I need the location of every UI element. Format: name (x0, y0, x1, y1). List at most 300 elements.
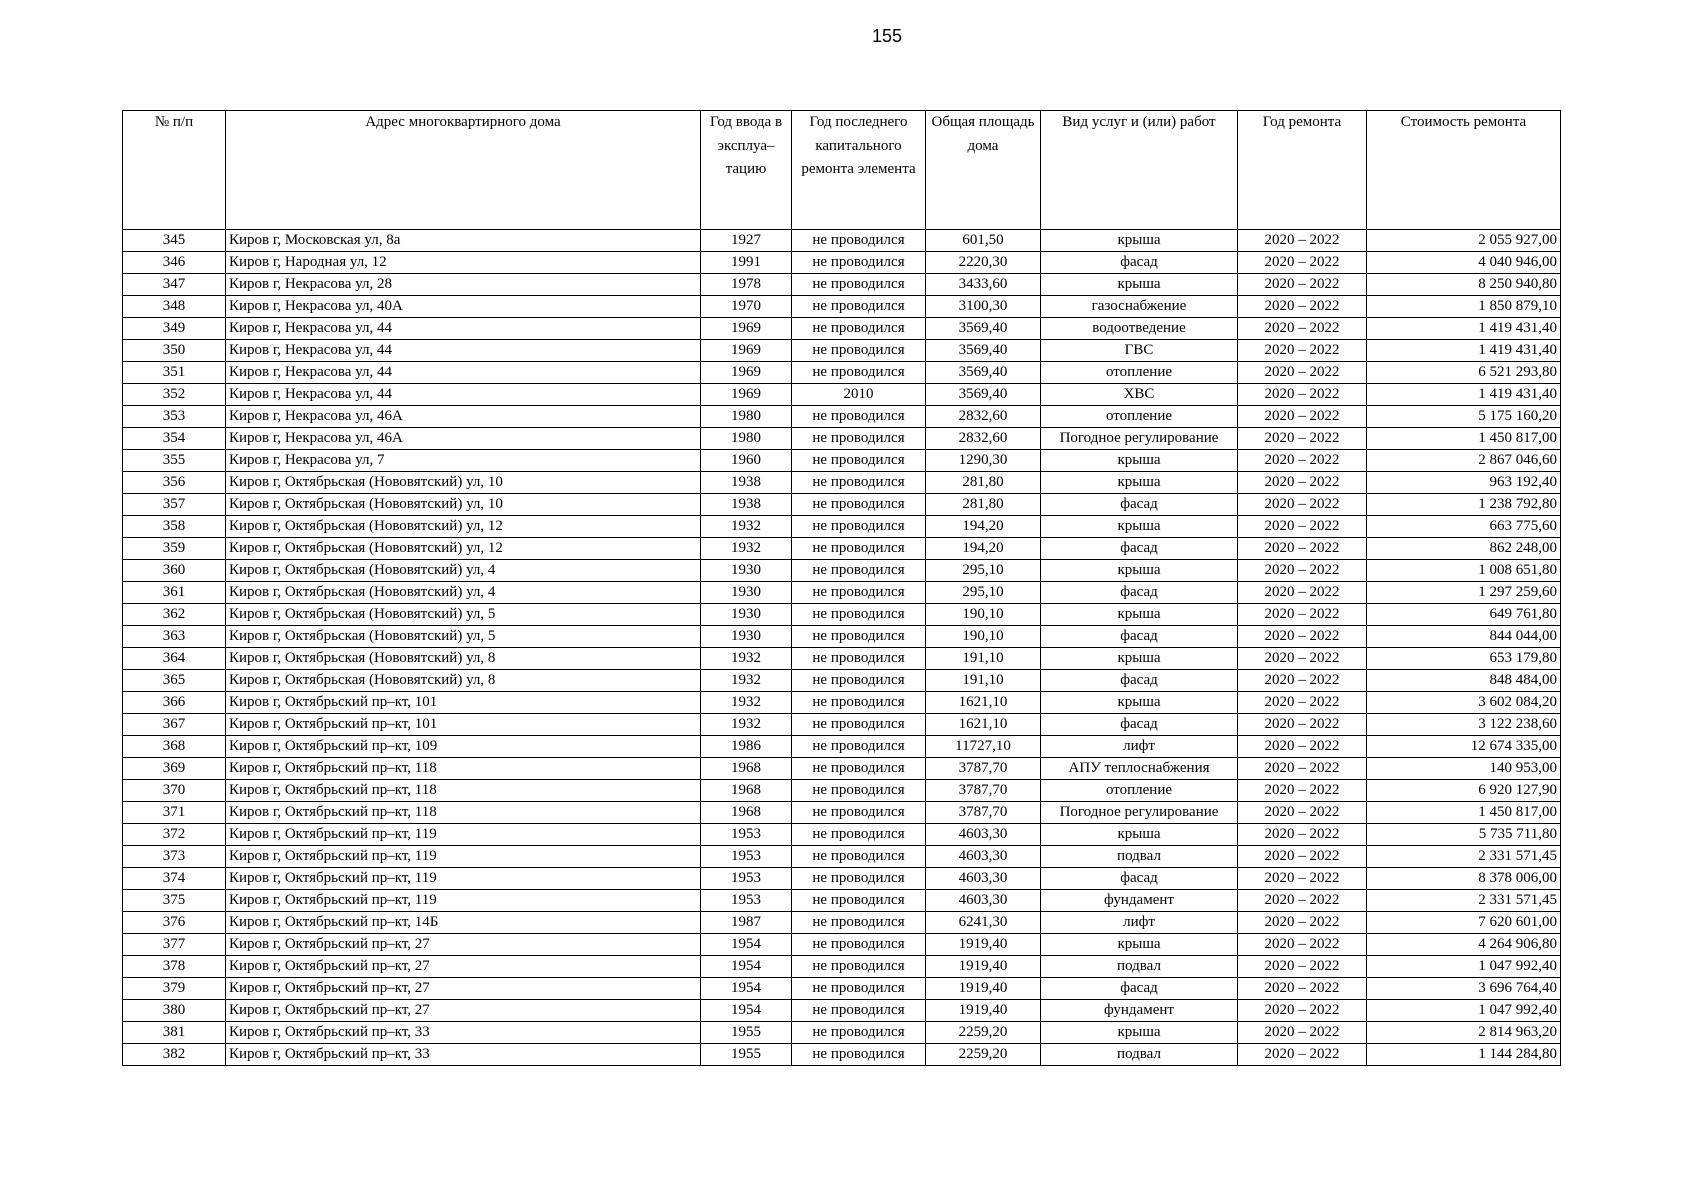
cell-cost: 8 250 940,80 (1367, 274, 1561, 296)
cell-repair-period: 2020 – 2022 (1238, 692, 1367, 714)
cell-area: 3787,70 (926, 780, 1041, 802)
cell-repair-period: 2020 – 2022 (1238, 648, 1367, 670)
cell-area: 1290,30 (926, 450, 1041, 472)
cell-work-type: ГВС (1041, 340, 1238, 362)
cell-num: 377 (123, 934, 226, 956)
cell-address: Киров г, Московская ул, 8а (226, 230, 701, 252)
header-year-built: Год ввода в эксплуа–тацию (701, 111, 792, 230)
table-row (123, 516, 1561, 538)
cell-address: Киров г, Некрасова ул, 46А (226, 428, 701, 450)
table-row (123, 604, 1561, 626)
cell-year-built: 1932 (701, 538, 792, 560)
cell-num: 373 (123, 846, 226, 868)
cell-work-type: фасад (1041, 582, 1238, 604)
cell-year-built: 1969 (701, 362, 792, 384)
cell-num: 368 (123, 736, 226, 758)
table-row (123, 978, 1561, 1000)
cell-area: 3569,40 (926, 340, 1041, 362)
cell-area: 295,10 (926, 582, 1041, 604)
table-row (123, 824, 1561, 846)
cell-address: Киров г, Октябрьская (Нововятский) ул, 4 (226, 582, 701, 604)
cell-year-built: 1978 (701, 274, 792, 296)
cell-repair-period: 2020 – 2022 (1238, 450, 1367, 472)
header-address: Адрес многоквартирного дома (226, 111, 701, 230)
cell-last-repair: не проводился (792, 648, 926, 670)
cell-repair-period: 2020 – 2022 (1238, 758, 1367, 780)
cell-repair-period: 2020 – 2022 (1238, 406, 1367, 428)
cell-num: 367 (123, 714, 226, 736)
cell-num: 370 (123, 780, 226, 802)
cell-area: 1621,10 (926, 714, 1041, 736)
cell-year-built: 1980 (701, 406, 792, 428)
cell-area: 191,10 (926, 648, 1041, 670)
cell-address: Киров г, Октябрьский пр–кт, 27 (226, 1000, 701, 1022)
cell-repair-period: 2020 – 2022 (1238, 846, 1367, 868)
cell-area: 191,10 (926, 670, 1041, 692)
table-row (123, 736, 1561, 758)
cell-address: Киров г, Октябрьский пр–кт, 27 (226, 978, 701, 1000)
cell-work-type: крыша (1041, 450, 1238, 472)
cell-work-type: газоснабжение (1041, 296, 1238, 318)
cell-cost: 663 775,60 (1367, 516, 1561, 538)
cell-cost: 2 055 927,00 (1367, 230, 1561, 252)
cell-cost: 844 044,00 (1367, 626, 1561, 648)
cell-num: 354 (123, 428, 226, 450)
cell-num: 376 (123, 912, 226, 934)
cell-address: Киров г, Октябрьская (Нововятский) ул, 5 (226, 626, 701, 648)
cell-last-repair: не проводился (792, 516, 926, 538)
cell-last-repair: не проводился (792, 824, 926, 846)
cell-num: 361 (123, 582, 226, 604)
cell-last-repair: не проводился (792, 428, 926, 450)
cell-repair-period: 2020 – 2022 (1238, 252, 1367, 274)
cell-year-built: 1968 (701, 758, 792, 780)
table-row (123, 802, 1561, 824)
cell-address: Киров г, Октябрьская (Нововятский) ул, 12 (226, 538, 701, 560)
cell-address: Киров г, Некрасова ул, 44 (226, 384, 701, 406)
cell-last-repair: не проводился (792, 868, 926, 890)
cell-last-repair: не проводился (792, 538, 926, 560)
cell-num: 360 (123, 560, 226, 582)
cell-num: 350 (123, 340, 226, 362)
cell-repair-period: 2020 – 2022 (1238, 582, 1367, 604)
cell-work-type: крыша (1041, 274, 1238, 296)
table-row (123, 846, 1561, 868)
cell-work-type: отопление (1041, 362, 1238, 384)
cell-repair-period: 2020 – 2022 (1238, 318, 1367, 340)
table-row (123, 780, 1561, 802)
cell-work-type: крыша (1041, 934, 1238, 956)
cell-last-repair: не проводился (792, 736, 926, 758)
cell-cost: 2 331 571,45 (1367, 890, 1561, 912)
cell-cost: 6 920 127,90 (1367, 780, 1561, 802)
cell-area: 3569,40 (926, 384, 1041, 406)
cell-area: 4603,30 (926, 824, 1041, 846)
cell-repair-period: 2020 – 2022 (1238, 736, 1367, 758)
table-row (123, 582, 1561, 604)
cell-area: 4603,30 (926, 868, 1041, 890)
cell-cost: 2 867 046,60 (1367, 450, 1561, 472)
cell-year-built: 1986 (701, 736, 792, 758)
table-row (123, 538, 1561, 560)
table-header-row (123, 111, 1561, 230)
cell-area: 1919,40 (926, 956, 1041, 978)
cell-work-type: крыша (1041, 472, 1238, 494)
cell-cost: 6 521 293,80 (1367, 362, 1561, 384)
cell-cost: 7 620 601,00 (1367, 912, 1561, 934)
cell-repair-period: 2020 – 2022 (1238, 1000, 1367, 1022)
cell-area: 2220,30 (926, 252, 1041, 274)
cell-num: 369 (123, 758, 226, 780)
cell-num: 347 (123, 274, 226, 296)
cell-num: 345 (123, 230, 226, 252)
cell-work-type: фасад (1041, 494, 1238, 516)
header-last-repair: Год последнего капитального ремонта элемента (792, 111, 926, 230)
cell-year-built: 1927 (701, 230, 792, 252)
cell-year-built: 1969 (701, 340, 792, 362)
cell-area: 1919,40 (926, 934, 1041, 956)
cell-address: Киров г, Некрасова ул, 7 (226, 450, 701, 472)
cell-year-built: 1968 (701, 802, 792, 824)
header-work-type: Вид услуг и (или) работ (1041, 111, 1238, 230)
table-row (123, 560, 1561, 582)
cell-area: 295,10 (926, 560, 1041, 582)
cell-repair-period: 2020 – 2022 (1238, 626, 1367, 648)
cell-address: Киров г, Октябрьский пр–кт, 101 (226, 714, 701, 736)
cell-last-repair: не проводился (792, 318, 926, 340)
table-row (123, 670, 1561, 692)
cell-address: Киров г, Октябрьский пр–кт, 109 (226, 736, 701, 758)
cell-last-repair: не проводился (792, 714, 926, 736)
cell-num: 352 (123, 384, 226, 406)
table-row (123, 912, 1561, 934)
cell-repair-period: 2020 – 2022 (1238, 670, 1367, 692)
cell-work-type: подвал (1041, 1044, 1238, 1066)
cell-cost: 653 179,80 (1367, 648, 1561, 670)
cell-year-built: 1954 (701, 978, 792, 1000)
cell-year-built: 1969 (701, 318, 792, 340)
cell-last-repair: не проводился (792, 626, 926, 648)
cell-last-repair: не проводился (792, 692, 926, 714)
cell-repair-period: 2020 – 2022 (1238, 956, 1367, 978)
cell-repair-period: 2020 – 2022 (1238, 340, 1367, 362)
cell-repair-period: 2020 – 2022 (1238, 890, 1367, 912)
repair-registry-table (122, 110, 1561, 1066)
cell-cost: 1 144 284,80 (1367, 1044, 1561, 1066)
cell-cost: 649 761,80 (1367, 604, 1561, 626)
cell-num: 375 (123, 890, 226, 912)
cell-last-repair: не проводился (792, 912, 926, 934)
page-number: 155 (871, 26, 903, 46)
cell-cost: 5 735 711,80 (1367, 824, 1561, 846)
cell-work-type: крыша (1041, 824, 1238, 846)
table-body (123, 230, 1561, 1066)
cell-repair-period: 2020 – 2022 (1238, 1044, 1367, 1066)
cell-last-repair: не проводился (792, 670, 926, 692)
cell-year-built: 1930 (701, 626, 792, 648)
cell-address: Киров г, Октябрьская (Нововятский) ул, 8 (226, 670, 701, 692)
cell-address: Киров г, Некрасова ул, 28 (226, 274, 701, 296)
cell-address: Киров г, Октябрьский пр–кт, 118 (226, 780, 701, 802)
cell-address: Киров г, Октябрьская (Нововятский) ул, 12 (226, 516, 701, 538)
cell-year-built: 1953 (701, 824, 792, 846)
cell-repair-period: 2020 – 2022 (1238, 560, 1367, 582)
cell-work-type: лифт (1041, 736, 1238, 758)
cell-area: 3100,30 (926, 296, 1041, 318)
cell-repair-period: 2020 – 2022 (1238, 978, 1367, 1000)
cell-work-type: водоотведение (1041, 318, 1238, 340)
cell-last-repair: не проводился (792, 956, 926, 978)
cell-year-built: 1991 (701, 252, 792, 274)
cell-work-type: крыша (1041, 604, 1238, 626)
cell-work-type: Погодное регулирование (1041, 428, 1238, 450)
table-row (123, 428, 1561, 450)
cell-work-type: подвал (1041, 846, 1238, 868)
cell-address: Киров г, Октябрьский пр–кт, 119 (226, 868, 701, 890)
cell-num: 359 (123, 538, 226, 560)
cell-address: Киров г, Октябрьская (Нововятский) ул, 8 (226, 648, 701, 670)
cell-area: 190,10 (926, 604, 1041, 626)
cell-cost: 3 122 238,60 (1367, 714, 1561, 736)
cell-address: Киров г, Октябрьский пр–кт, 33 (226, 1022, 701, 1044)
cell-address: Киров г, Народная ул, 12 (226, 252, 701, 274)
cell-last-repair: не проводился (792, 846, 926, 868)
cell-repair-period: 2020 – 2022 (1238, 384, 1367, 406)
cell-last-repair: не проводился (792, 340, 926, 362)
table-row (123, 868, 1561, 890)
cell-year-built: 1955 (701, 1044, 792, 1066)
cell-last-repair: не проводился (792, 1044, 926, 1066)
cell-num: 351 (123, 362, 226, 384)
cell-cost: 1 450 817,00 (1367, 802, 1561, 824)
cell-num: 374 (123, 868, 226, 890)
table-row (123, 274, 1561, 296)
cell-num: 371 (123, 802, 226, 824)
cell-year-built: 1932 (701, 516, 792, 538)
cell-area: 3569,40 (926, 318, 1041, 340)
cell-last-repair: не проводился (792, 978, 926, 1000)
cell-num: 358 (123, 516, 226, 538)
cell-area: 4603,30 (926, 890, 1041, 912)
cell-repair-period: 2020 – 2022 (1238, 494, 1367, 516)
cell-num: 346 (123, 252, 226, 274)
cell-cost: 1 850 879,10 (1367, 296, 1561, 318)
table-row (123, 252, 1561, 274)
cell-area: 6241,30 (926, 912, 1041, 934)
table-row (123, 362, 1561, 384)
cell-last-repair: не проводился (792, 582, 926, 604)
cell-num: 363 (123, 626, 226, 648)
table-row (123, 626, 1561, 648)
cell-address: Киров г, Октябрьский пр–кт, 27 (226, 934, 701, 956)
cell-year-built: 1932 (701, 692, 792, 714)
cell-last-repair: не проводился (792, 1000, 926, 1022)
cell-year-built: 1932 (701, 670, 792, 692)
cell-num: 357 (123, 494, 226, 516)
cell-work-type: фундамент (1041, 1000, 1238, 1022)
cell-last-repair: не проводился (792, 472, 926, 494)
cell-cost: 12 674 335,00 (1367, 736, 1561, 758)
cell-cost: 4 040 946,00 (1367, 252, 1561, 274)
cell-area: 2832,60 (926, 428, 1041, 450)
header-num: № п/п (123, 111, 226, 230)
table-row (123, 956, 1561, 978)
cell-year-built: 1930 (701, 604, 792, 626)
cell-repair-period: 2020 – 2022 (1238, 472, 1367, 494)
table-row (123, 340, 1561, 362)
cell-work-type: фундамент (1041, 890, 1238, 912)
header-area: Общая площадь дома (926, 111, 1041, 230)
cell-cost: 1 008 651,80 (1367, 560, 1561, 582)
cell-year-built: 1987 (701, 912, 792, 934)
cell-work-type: крыша (1041, 516, 1238, 538)
cell-year-built: 1954 (701, 956, 792, 978)
cell-year-built: 1953 (701, 868, 792, 890)
cell-area: 281,80 (926, 494, 1041, 516)
cell-num: 365 (123, 670, 226, 692)
cell-num: 348 (123, 296, 226, 318)
cell-area: 1919,40 (926, 978, 1041, 1000)
cell-cost: 1 047 992,40 (1367, 956, 1561, 978)
cell-repair-period: 2020 – 2022 (1238, 934, 1367, 956)
cell-last-repair: не проводился (792, 230, 926, 252)
cell-year-built: 1932 (701, 648, 792, 670)
cell-cost: 1 450 817,00 (1367, 428, 1561, 450)
table-row (123, 406, 1561, 428)
cell-cost: 862 248,00 (1367, 538, 1561, 560)
cell-year-built: 1953 (701, 890, 792, 912)
cell-cost: 1 419 431,40 (1367, 384, 1561, 406)
table-row (123, 450, 1561, 472)
cell-repair-period: 2020 – 2022 (1238, 428, 1367, 450)
cell-num: 382 (123, 1044, 226, 1066)
cell-repair-period: 2020 – 2022 (1238, 714, 1367, 736)
cell-cost: 5 175 160,20 (1367, 406, 1561, 428)
cell-area: 4603,30 (926, 846, 1041, 868)
cell-work-type: Погодное регулирование (1041, 802, 1238, 824)
cell-last-repair: не проводился (792, 362, 926, 384)
cell-cost: 140 953,00 (1367, 758, 1561, 780)
cell-cost: 3 602 084,20 (1367, 692, 1561, 714)
cell-area: 3433,60 (926, 274, 1041, 296)
table-row (123, 472, 1561, 494)
cell-repair-period: 2020 – 2022 (1238, 604, 1367, 626)
cell-year-built: 1932 (701, 714, 792, 736)
cell-address: Киров г, Октябрьская (Нововятский) ул, 5 (226, 604, 701, 626)
table-row (123, 494, 1561, 516)
cell-last-repair: не проводился (792, 802, 926, 824)
cell-cost: 1 419 431,40 (1367, 318, 1561, 340)
header-cost: Стоимость ремонта (1367, 111, 1561, 230)
cell-last-repair: не проводился (792, 604, 926, 626)
cell-repair-period: 2020 – 2022 (1238, 912, 1367, 934)
cell-cost: 1 297 259,60 (1367, 582, 1561, 604)
cell-last-repair: не проводился (792, 252, 926, 274)
cell-cost: 2 331 571,45 (1367, 846, 1561, 868)
cell-num: 379 (123, 978, 226, 1000)
cell-year-built: 1938 (701, 472, 792, 494)
table-row (123, 230, 1561, 252)
cell-address: Киров г, Октябрьская (Нововятский) ул, 10 (226, 494, 701, 516)
cell-cost: 1 238 792,80 (1367, 494, 1561, 516)
cell-work-type: крыша (1041, 692, 1238, 714)
cell-num: 366 (123, 692, 226, 714)
cell-address: Киров г, Октябрьская (Нововятский) ул, 10 (226, 472, 701, 494)
cell-last-repair: не проводился (792, 758, 926, 780)
cell-address: Киров г, Октябрьский пр–кт, 119 (226, 890, 701, 912)
cell-last-repair: не проводился (792, 934, 926, 956)
cell-work-type: отопление (1041, 406, 1238, 428)
table-row (123, 934, 1561, 956)
cell-work-type: фасад (1041, 252, 1238, 274)
cell-work-type: отопление (1041, 780, 1238, 802)
cell-area: 601,50 (926, 230, 1041, 252)
cell-repair-period: 2020 – 2022 (1238, 362, 1367, 384)
cell-work-type: фасад (1041, 538, 1238, 560)
cell-year-built: 1968 (701, 780, 792, 802)
cell-address: Киров г, Октябрьский пр–кт, 14Б (226, 912, 701, 934)
cell-cost: 4 264 906,80 (1367, 934, 1561, 956)
cell-repair-period: 2020 – 2022 (1238, 230, 1367, 252)
cell-area: 3569,40 (926, 362, 1041, 384)
cell-area: 190,10 (926, 626, 1041, 648)
cell-repair-period: 2020 – 2022 (1238, 1022, 1367, 1044)
cell-area: 194,20 (926, 516, 1041, 538)
cell-num: 381 (123, 1022, 226, 1044)
cell-last-repair: 2010 (792, 384, 926, 406)
cell-address: Киров г, Некрасова ул, 44 (226, 318, 701, 340)
cell-last-repair: не проводился (792, 890, 926, 912)
cell-cost: 2 814 963,20 (1367, 1022, 1561, 1044)
cell-address: Киров г, Некрасова ул, 46А (226, 406, 701, 428)
cell-num: 372 (123, 824, 226, 846)
cell-address: Киров г, Октябрьский пр–кт, 119 (226, 846, 701, 868)
cell-work-type: крыша (1041, 648, 1238, 670)
cell-work-type: крыша (1041, 1022, 1238, 1044)
cell-cost: 3 696 764,40 (1367, 978, 1561, 1000)
cell-last-repair: не проводился (792, 296, 926, 318)
cell-area: 281,80 (926, 472, 1041, 494)
table-row (123, 692, 1561, 714)
cell-year-built: 1954 (701, 934, 792, 956)
cell-last-repair: не проводился (792, 450, 926, 472)
cell-year-built: 1953 (701, 846, 792, 868)
cell-num: 380 (123, 1000, 226, 1022)
cell-work-type: подвал (1041, 956, 1238, 978)
cell-num: 362 (123, 604, 226, 626)
cell-area: 2832,60 (926, 406, 1041, 428)
cell-year-built: 1960 (701, 450, 792, 472)
cell-repair-period: 2020 – 2022 (1238, 868, 1367, 890)
cell-year-built: 1938 (701, 494, 792, 516)
cell-address: Киров г, Октябрьский пр–кт, 119 (226, 824, 701, 846)
cell-work-type: фасад (1041, 626, 1238, 648)
cell-area: 3787,70 (926, 802, 1041, 824)
header-repair-period: Год ремонта (1238, 111, 1367, 230)
cell-year-built: 1954 (701, 1000, 792, 1022)
cell-address: Киров г, Октябрьский пр–кт, 118 (226, 802, 701, 824)
table-row (123, 648, 1561, 670)
cell-year-built: 1930 (701, 582, 792, 604)
cell-address: Киров г, Некрасова ул, 44 (226, 362, 701, 384)
cell-work-type: АПУ теплоснабжения (1041, 758, 1238, 780)
cell-repair-period: 2020 – 2022 (1238, 538, 1367, 560)
cell-work-type: фасад (1041, 714, 1238, 736)
cell-year-built: 1969 (701, 384, 792, 406)
table-row (123, 758, 1561, 780)
cell-last-repair: не проводился (792, 274, 926, 296)
cell-num: 349 (123, 318, 226, 340)
